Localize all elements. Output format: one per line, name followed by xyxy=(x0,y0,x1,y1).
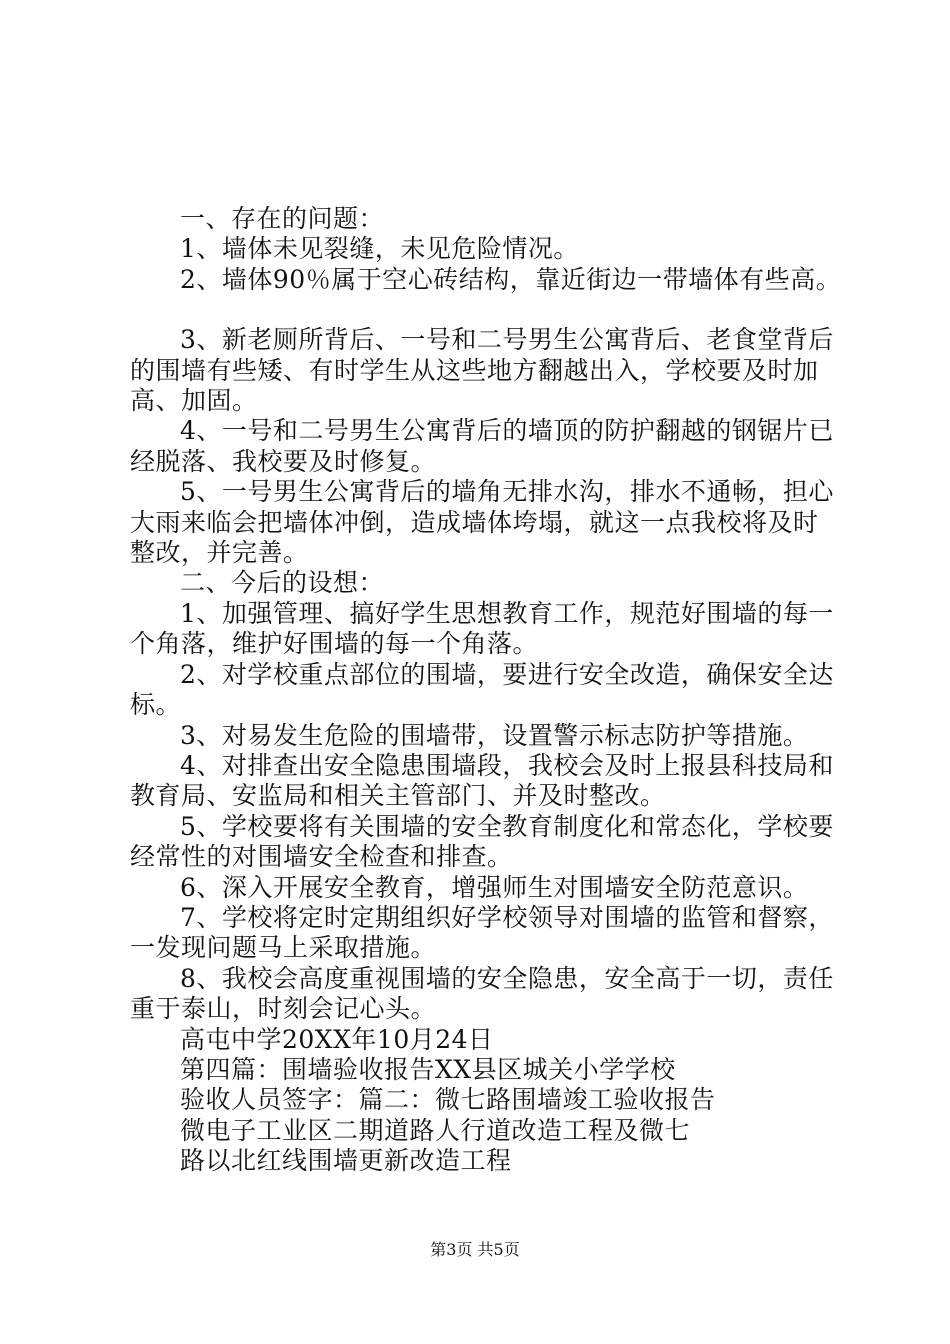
body-line: 2、对学校重点部位的围墙，要进行安全改造，确保安全达 xyxy=(180,659,834,689)
body-line: 5、一号男生公寓背后的墙角无排水沟，排水不通畅，担心 xyxy=(180,477,834,507)
document-body xyxy=(130,204,842,1177)
body-line: 一发现问题马上采取措施。 xyxy=(130,933,437,963)
body-line: 的围墙有些矮、有时学生从这些地方翻越出入，学校要及时加 xyxy=(130,355,819,385)
body-line: 教育局、安监局和相关主管部门、并及时整改。 xyxy=(130,781,666,811)
body-line: 标。 xyxy=(130,690,182,720)
body-line: 整改，并完善。 xyxy=(130,538,309,568)
body-line: 验收人员签字：篇二：微七路围墙竣工验收报告 xyxy=(180,1085,716,1115)
body-line: 个角落，维护好围墙的每一个角落。 xyxy=(130,629,539,659)
body-line: 重于泰山，时刻会记心头。 xyxy=(130,994,437,1024)
body-line: 高、加固。 xyxy=(130,386,258,416)
body-line: 经脱落、我校要及时修复。 xyxy=(130,446,437,476)
page-number-footer: 第3页 共5页 xyxy=(430,1240,520,1259)
body-line: 1、加强管理、搞好学生思想教育工作，规范好围墙的每一 xyxy=(180,598,834,628)
body-line: 3、新老厕所背后、一号和二号男生公寓背后、老食堂背后 xyxy=(180,325,834,355)
body-line: 5、学校要将有关围墙的安全教育制度化和常态化，学校要 xyxy=(180,811,834,841)
blank-line xyxy=(130,295,830,325)
body-line: 4、对排查出安全隐患围墙段，我校会及时上报县科技局和 xyxy=(180,750,834,780)
body-line: 8、我校会高度重视围墙的安全隐患，安全高于一切，责任 xyxy=(180,963,834,993)
chapter-title: 第四篇：围墙验收报告XX县区城关小学学校 xyxy=(180,1054,676,1084)
section-heading-plans: 二、今后的设想： xyxy=(180,568,385,598)
body-line: 路以北红线围墙更新改造工程 xyxy=(180,1146,512,1176)
body-line: 6、深入开展安全教育，增强师生对围墙安全防范意识。 xyxy=(180,872,809,902)
body-line: 微电子工业区二期道路人行道改造工程及微七 xyxy=(180,1115,691,1145)
signature-date: 高屯中学20XX年10月24日 xyxy=(180,1024,494,1054)
body-line: 2、墙体90％属于空心砖结构，靠近街边一带墙体有些高。 xyxy=(180,264,842,294)
body-line: 1、墙体未见裂缝，未见危险情况。 xyxy=(180,234,579,264)
body-line: 3、对易发生危险的围墙带，设置警示标志防护等措施。 xyxy=(180,720,809,750)
section-heading-problems: 一、存在的问题： xyxy=(180,204,385,233)
body-line: 7、学校将定时定期组织好学校领导对围墙的监管和督察， xyxy=(180,902,834,932)
body-line: 经常性的对围墙安全检查和排查。 xyxy=(130,842,513,872)
body-line: 4、一号和二号男生公寓背后的墙顶的防护翻越的钢锯片已 xyxy=(180,416,834,446)
body-line: 大雨来临会把墙体冲倒，造成墙体垮塌，就这一点我校将及时 xyxy=(130,507,819,537)
